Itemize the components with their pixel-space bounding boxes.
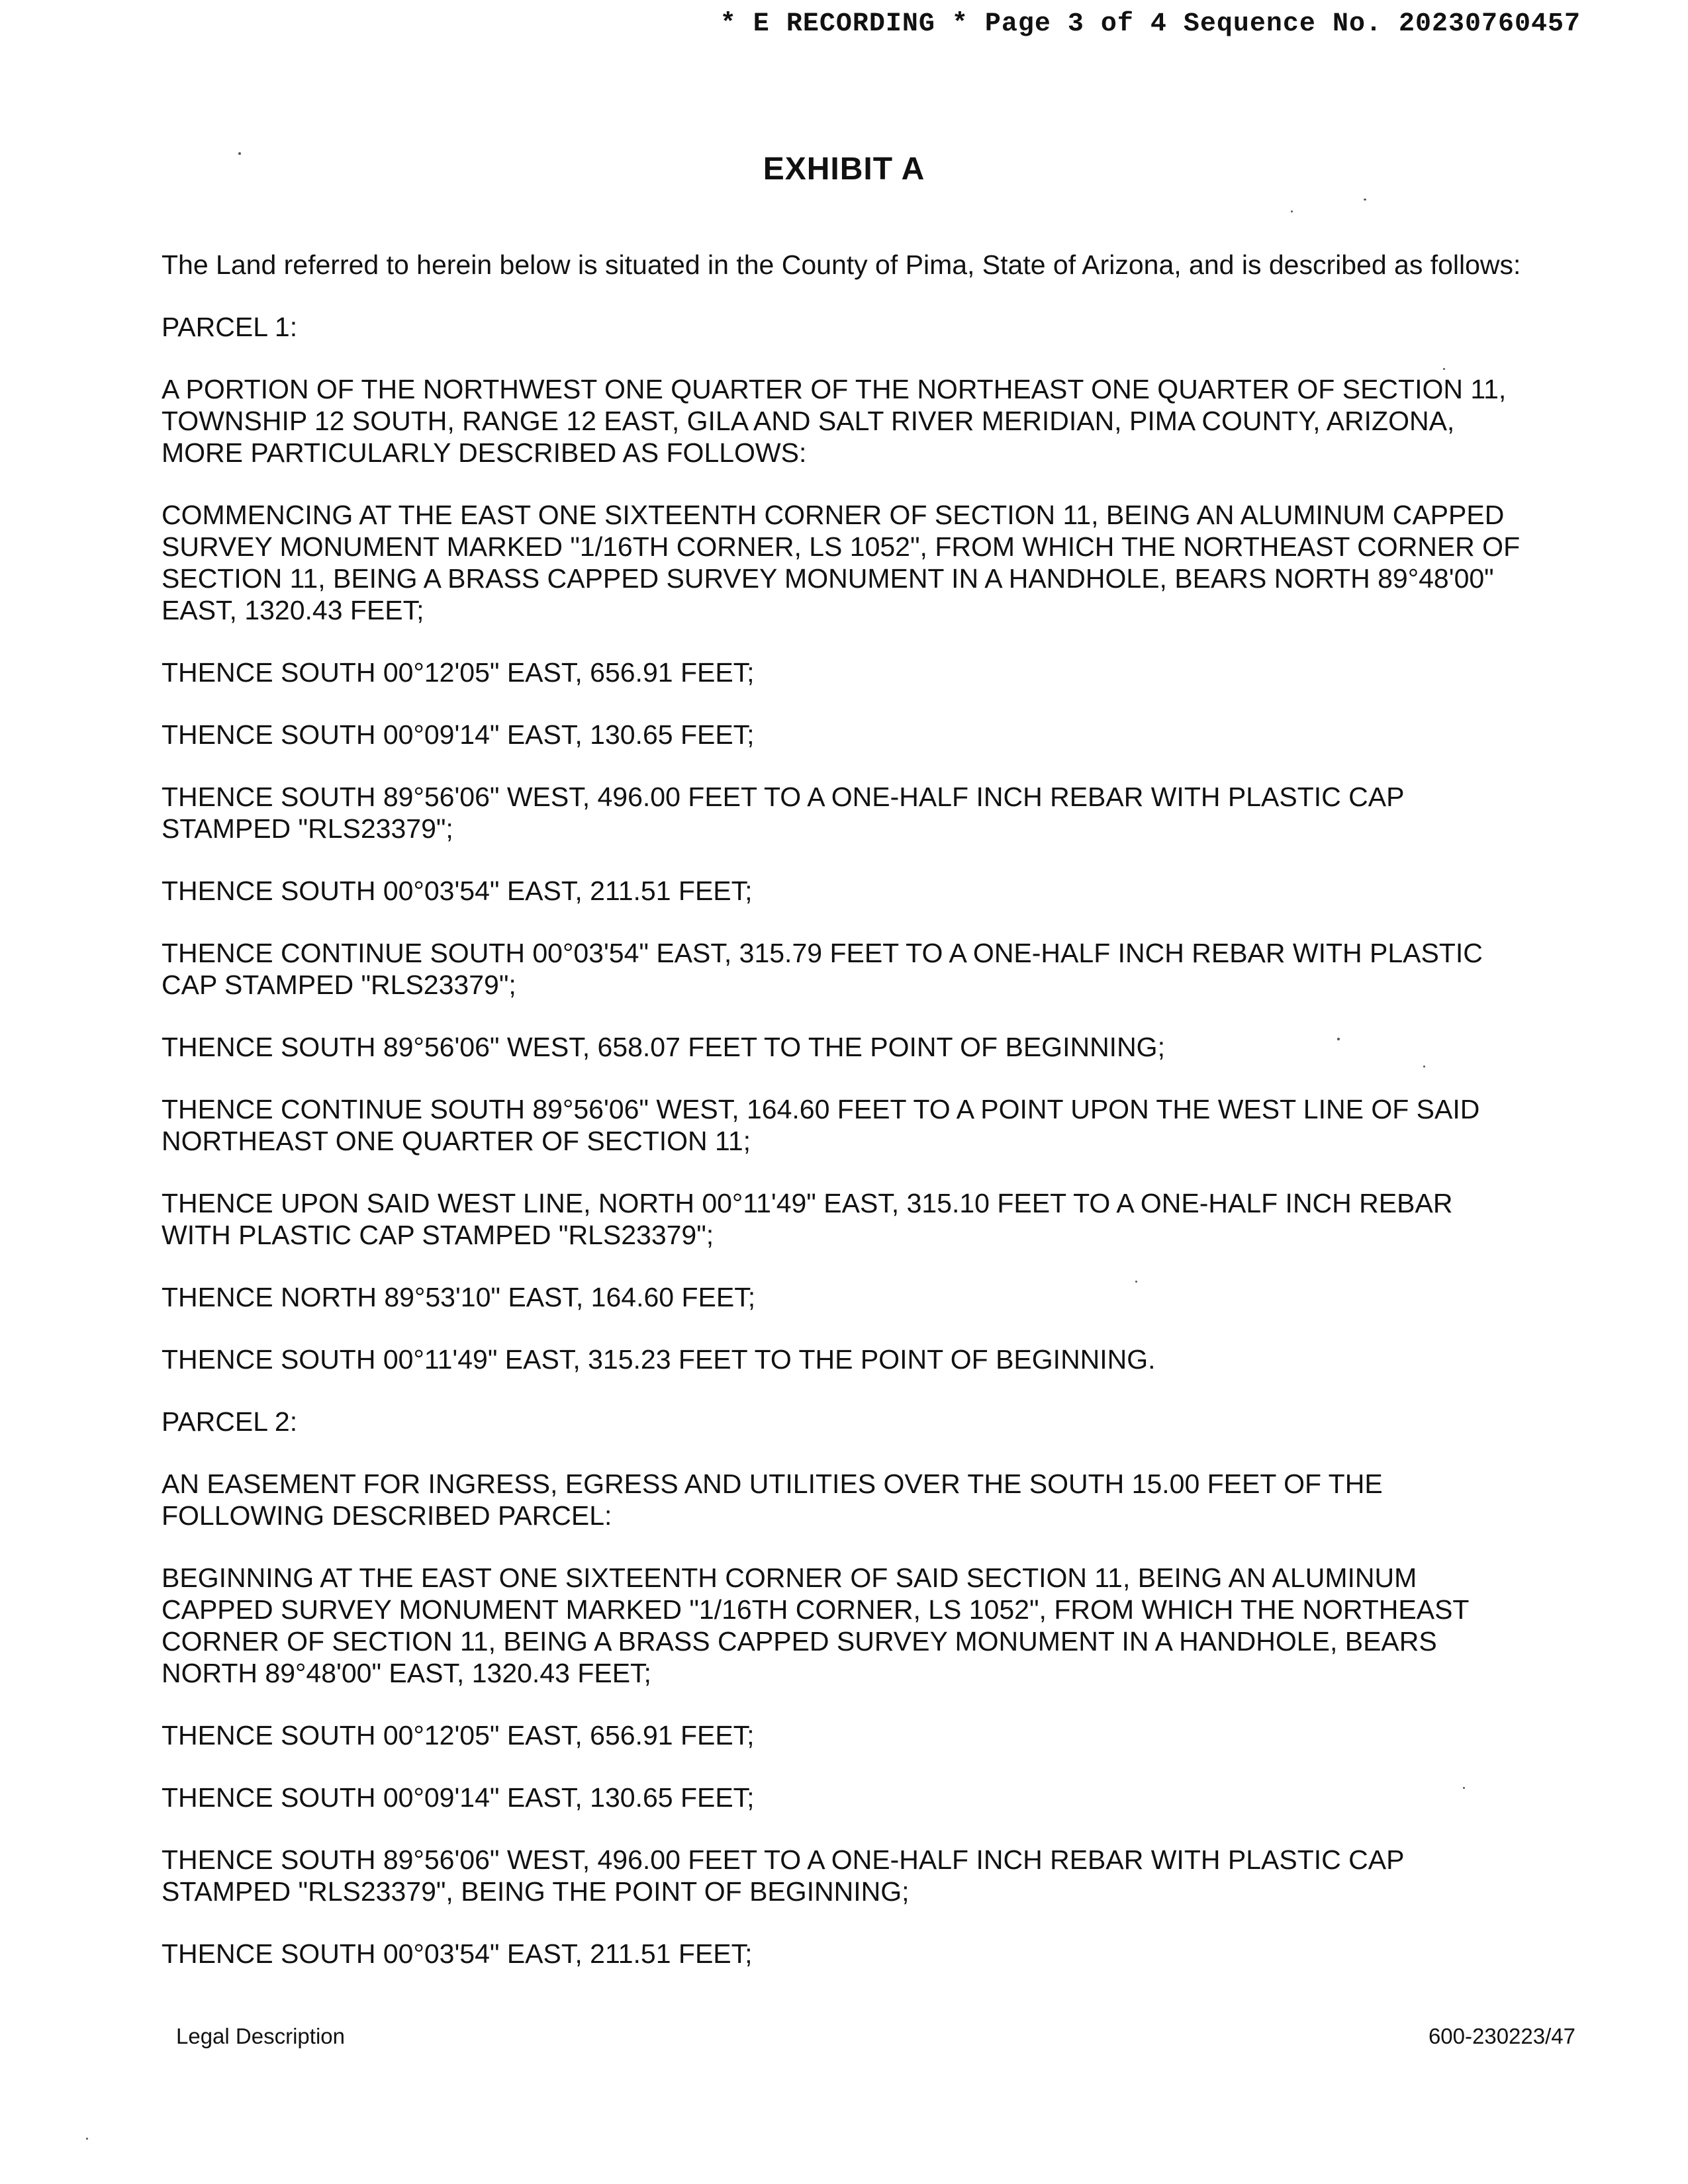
parcel-1-paragraph: THENCE SOUTH 00°12'05" EAST, 656.91 FEET; (162, 657, 755, 688)
parcel-1-paragraph: THENCE CONTINUE SOUTH 00°03'54" EAST, 315.79 FEET TO A ONE-HALF INCH REBAR WITH PLASTIC CAP STAMPED "RLS23379"; (162, 938, 1483, 1000)
document-title: EXHIBIT A (763, 152, 925, 187)
parcel-2-paragraph: THENCE SOUTH 89°56'06" WEST, 496.00 FEET TO A ONE-HALF INCH REBAR WITH PLASTIC CAP STAMPED "RLS23379", BEING THE POINT OF BEGINNING; (162, 1844, 1405, 1907)
intro-paragraph: The Land referred to herein below is situated in the County of Pima, State of Arizona, and is described as follows: (162, 250, 1521, 280)
parcel-1-paragraph: COMMENCING AT THE EAST ONE SIXTEENTH CORNER OF SECTION 11, BEING AN ALUMINUM CAPPED SURVEY MONUMENT MARKED "1/16TH CORNER, LS 1052", FROM WHICH THE NORTHEAST CORNER OF SECTION 11, BEING A BRASS CAPPED SURVEY MONUMENT IN A HANDHOLE, BEARS NORTH 89°48'00" EAST, 1320.43 FEET; (162, 500, 1521, 625)
parcel-1-paragraph: THENCE SOUTH 00°11'49" EAST, 315.23 FEET TO THE POINT OF BEGINNING. (162, 1344, 1156, 1375)
scan-speck (1463, 1787, 1465, 1789)
parcel-2-paragraph: AN EASEMENT FOR INGRESS, EGRESS AND UTILITIES OVER THE SOUTH 15.00 FEET OF THE FOLLOWING DESCRIBED PARCEL: (162, 1469, 1383, 1531)
parcel-1-paragraph: THENCE CONTINUE SOUTH 89°56'06" WEST, 164.60 FEET TO A POINT UPON THE WEST LINE OF SAID NORTHEAST ONE QUARTER OF SECTION 11; (162, 1094, 1480, 1156)
parcel-1-heading: PARCEL 1: (162, 312, 298, 342)
parcel-1-paragraph: THENCE NORTH 89°53'10" EAST, 164.60 FEET; (162, 1282, 756, 1312)
parcel-1-paragraph: THENCE SOUTH 00°03'54" EAST, 211.51 FEET; (162, 876, 753, 906)
parcel-1-paragraph: A PORTION OF THE NORTHWEST ONE QUARTER OF THE NORTHEAST ONE QUARTER OF SECTION 11, TOWNSHIP 12 SOUTH, RANGE 12 EAST, GILA AND SALT RIVER MERIDIAN, PIMA COUNTY, ARIZONA, MORE PARTICULARLY DESCRIBED AS FOLLOWS: (162, 374, 1507, 468)
scan-speck (238, 152, 241, 155)
parcel-2-paragraph: THENCE SOUTH 00°12'05" EAST, 656.91 FEET; (162, 1720, 755, 1751)
scan-speck (1364, 199, 1366, 201)
parcel-2-paragraph: THENCE SOUTH 00°09'14" EAST, 130.65 FEET; (162, 1782, 755, 1813)
scan-speck (1291, 210, 1293, 212)
scan-speck (1337, 1038, 1340, 1040)
parcel-2-paragraph: BEGINNING AT THE EAST ONE SIXTEENTH CORNER OF SAID SECTION 11, BEING AN ALUMINUM CAPPED SURVEY MONUMENT MARKED "1/16TH CORNER, LS 1052", FROM WHICH THE NORTHEAST CORNER OF SECTION 11, BEING A BRASS CAPPED SURVEY MONUMENT IN A HANDHOLE, BEARS NORTH 89°48'00" EAST, 1320.43 FEET; (162, 1563, 1470, 1688)
footer-file-number: 600-230223/47 (1428, 2024, 1575, 2048)
scan-speck (1135, 1281, 1137, 1283)
parcel-1-paragraph: THENCE UPON SAID WEST LINE, NORTH 00°11'49" EAST, 315.10 FEET TO A ONE-HALF INCH REBAR WITH PLASTIC CAP STAMPED "RLS23379"; (162, 1188, 1453, 1250)
parcel-1-paragraph: THENCE SOUTH 89°56'06" WEST, 658.07 FEET TO THE POINT OF BEGINNING; (162, 1032, 1165, 1062)
parcel-2-paragraph: THENCE SOUTH 00°03'54" EAST, 211.51 FEET; (162, 1938, 753, 1969)
parcel-1-paragraph: THENCE SOUTH 89°56'06" WEST, 496.00 FEET TO A ONE-HALF INCH REBAR WITH PLASTIC CAP STAMPED "RLS23379"; (162, 782, 1405, 844)
parcel-1-paragraph: THENCE SOUTH 00°09'14" EAST, 130.65 FEET; (162, 719, 755, 750)
recording-stamp: * E RECORDING * Page 3 of 4 Sequence No. 20230760457 (720, 9, 1581, 39)
parcel-2-heading: PARCEL 2: (162, 1406, 298, 1437)
footer-document-label: Legal Description (176, 2024, 345, 2048)
scan-speck (86, 2138, 88, 2140)
scan-speck (1443, 368, 1445, 370)
scan-speck (1423, 1066, 1425, 1068)
legal-description-body (162, 249, 1538, 2000)
